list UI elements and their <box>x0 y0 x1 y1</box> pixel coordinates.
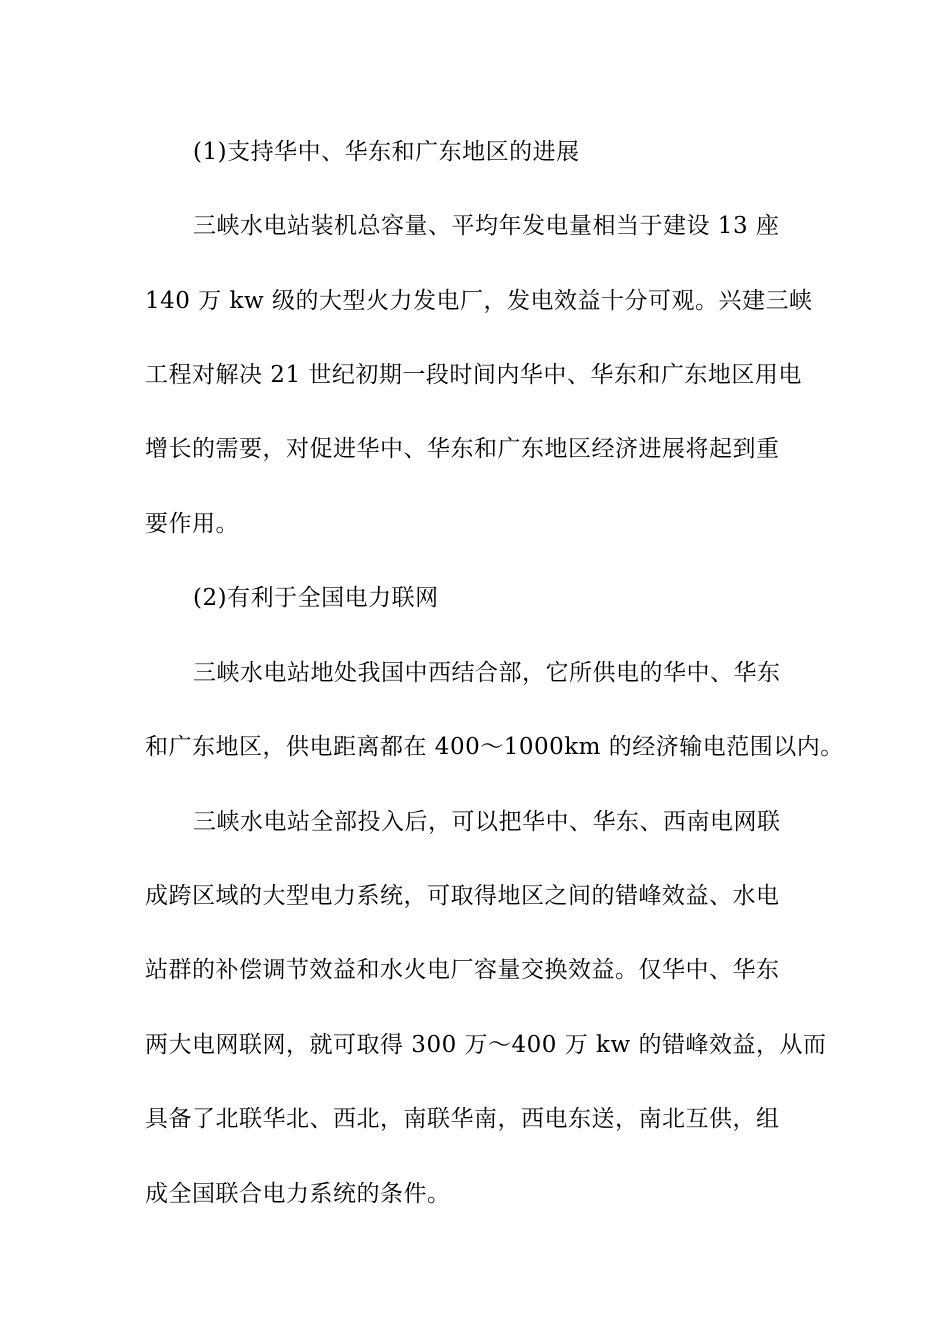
heading-2: (2)有利于全国电力联网 <box>193 585 439 611</box>
paragraph-line: 三峡水电站装机总容量、平均年发电量相当于建设 13 座 <box>193 213 780 239</box>
paragraph-line: 成跨区域的大型电力系统，可取得地区之间的错峰效益、水电 <box>145 883 780 909</box>
paragraph-line: 三峡水电站全部投入后，可以把华中、华东、西南电网联 <box>193 809 781 835</box>
paragraph-line: 两大电网联网，就可取得 300 万～400 万 kw 的错峰效益，从而 <box>145 1032 827 1058</box>
paragraph-line: 具备了北联华北、西北，南联华南，西电东送，南北互供，组 <box>145 1106 780 1132</box>
heading-1: (1)支持华中、华东和广东地区的进展 <box>193 139 580 165</box>
paragraph-line: 站群的补偿调节效益和水火电厂容量交换效益。仅华中、华东 <box>145 957 780 983</box>
paragraph-line: 增长的需要，对促进华中、华东和广东地区经济进展将起到重 <box>145 436 780 462</box>
paragraph-line: 工程对解决 21 世纪初期一段时间内华中、华东和广东地区用电 <box>145 362 802 388</box>
paragraph-line: 三峡水电站地处我国中西结合部，它所供电的华中、华东 <box>193 660 781 686</box>
paragraph-line: 和广东地区，供电距离都在 400～1000km 的经济输电范围以内。 <box>145 734 844 760</box>
paragraph-line: 成全国联合电力系统的条件。 <box>145 1181 451 1207</box>
paragraph-line: 要作用。 <box>145 511 239 537</box>
paragraph-line: 140 万 kw 级的大型火力发电厂，发电效益十分可观。兴建三峡 <box>145 288 813 314</box>
